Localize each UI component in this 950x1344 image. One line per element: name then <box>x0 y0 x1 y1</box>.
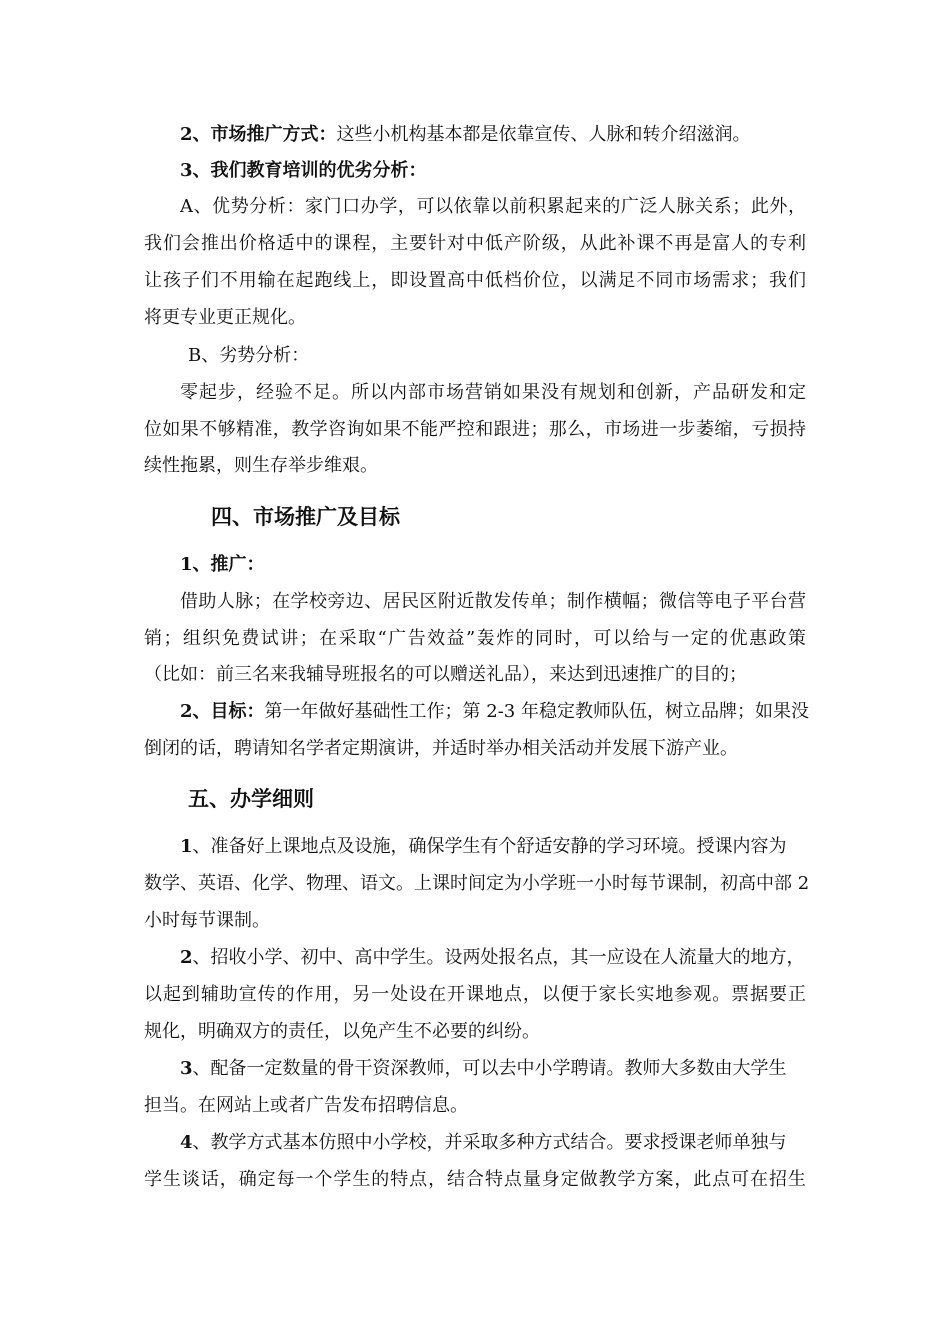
promotion-line-1: 借助人脉；在学校旁边、居民区附近散发传单；制作横幅；微信等电子平台营 <box>180 591 806 612</box>
rule-4-line-2: 学生谈话，确定每一个学生的特点，结合特点量身定做教学方案，此点可在招生 <box>144 1169 806 1190</box>
goal-label: 2、目标： <box>180 701 265 722</box>
swot-heading: 3、我们教育培训的优劣分析： <box>180 160 427 181</box>
rule-2-number: 2 <box>180 947 193 968</box>
market-promotion-method-text: 这些小机构基本都是依靠宣传、人脉和转介绍滋润。 <box>336 124 751 145</box>
rule-3-line-2: 担当。在网站上或者广告发布招聘信息。 <box>144 1095 468 1116</box>
market-promotion-method-paragraph <box>180 123 751 147</box>
advantage-line-1: A、优势分析：家门口办学，可以依靠以前积累起来的广泛人脉关系；此外， <box>180 196 806 217</box>
rule-3-line-1: 3、配备一定数量的骨干资深教师，可以去中小学聘请。教师大多数由大学生 <box>180 1058 787 1079</box>
rule-1-line-3: 小时每节课制。 <box>144 910 270 931</box>
rule-1-number: 1 <box>180 836 193 857</box>
disadvantage-line-2: 位如果不够精准，教学咨询如果不能严控和跟进；那么，市场进一步萎缩，亏损持 <box>144 419 806 440</box>
rule-2-line-2: 以起到辅助宣传的作用，另一处设在开课地点，以便于家长实地参观。票据要正 <box>144 984 806 1005</box>
advantage-line-2: 我们会推出价格适中的课程，主要针对中低产阶级，从此补课不再是富人的专利 <box>144 233 806 254</box>
disadvantage-line-1: 零起步，经验不足。所以内部市场营销如果没有规划和创新，产品研发和定 <box>180 382 806 403</box>
rule-4-line-1: 4、教学方式基本仿照中小学校，并采取多种方式结合。要求授课老师单独与 <box>180 1132 787 1153</box>
rule-3-number: 3 <box>180 1058 193 1079</box>
rule-2-line-3: 规化，明确双方的责任，以免产生不必要的纠纷。 <box>144 1021 540 1042</box>
promotion-line-2: 销；组织免费试讲；在采取“广告效益”轰炸的同时，可以给与一定的优惠政策 <box>144 628 806 649</box>
goal-line-2: 倒闭的话，聘请知名学者定期演讲，并适时举办相关活动并发展下游产业。 <box>144 738 738 759</box>
goal-line-1: 2、目标：第一年做好基础性工作；第 2-3 年稳定教师队伍，树立品牌；如果没 <box>180 701 809 722</box>
disadvantage-line-3: 续性拖累，则生存举步维艰。 <box>144 455 378 476</box>
rule-4-number: 4 <box>180 1132 193 1153</box>
advantage-line-3: 让孩子们不用输在起跑线上，即设置高中低档价位，以满足不同市场需求；我们 <box>144 270 806 291</box>
disadvantage-title: B、劣势分析： <box>188 345 310 366</box>
advantage-line-4: 将更专业更正规化。 <box>144 307 306 328</box>
chapter-4-heading: 四、市场推广及目标 <box>211 504 400 529</box>
rule-2-line-1: 2、招收小学、初中、高中学生。设两处报名点，其一应设在人流量大的地方， <box>180 947 805 968</box>
rule-1-line-1: 1、准备好上课地点及设施，确保学生有个舒适安静的学习环境。授课内容为 <box>180 836 787 857</box>
promotion-label: 1、推广： <box>180 554 265 575</box>
market-promotion-method-label: 2、市场推广方式： <box>180 124 337 145</box>
promotion-line-3: （比如：前三名来我辅导班报名的可以赠送礼品），来达到迅速推广的目的； <box>144 664 747 685</box>
chapter-5-heading: 五、办学细则 <box>188 786 314 811</box>
rule-1-line-2: 数学、英语、化学、物理、语文。上课时间定为小学班一小时每节课制，初高中部 2 <box>144 873 810 894</box>
